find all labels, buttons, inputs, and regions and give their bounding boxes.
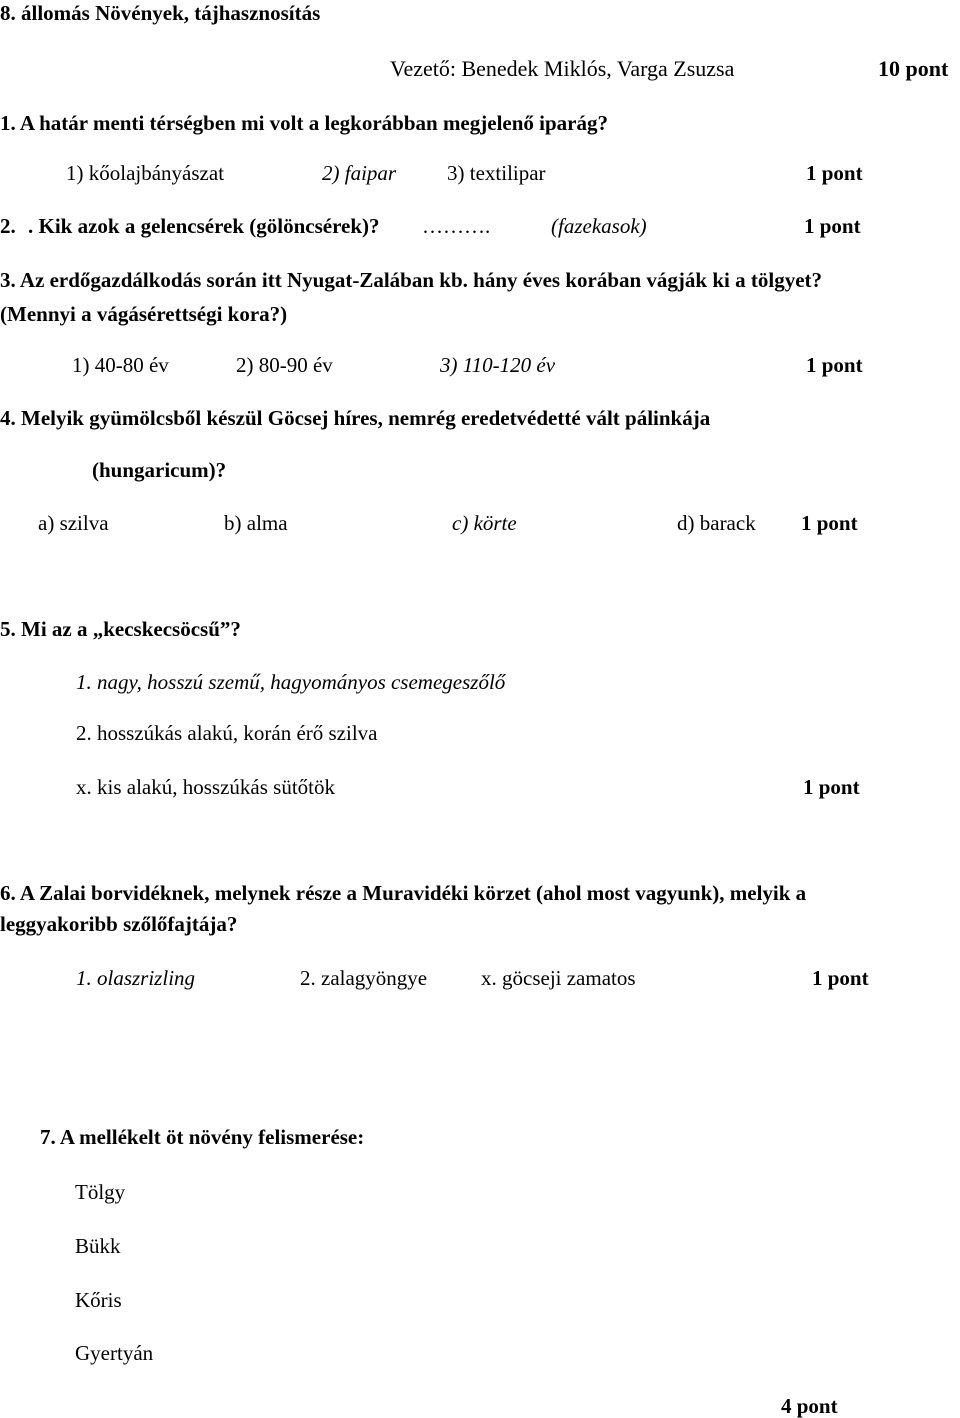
question-3-line-1: 3. Az erdőgazdálkodás során itt Nyugat-Zalában kb. hány éves korában vágják ki a tölgyet? <box>0 268 823 292</box>
q4-option-b: b) alma <box>224 511 288 535</box>
plant-item: Tölgy <box>75 1180 126 1204</box>
q1-option-1: 1) kőolajbányászat <box>66 161 225 185</box>
total-points: 10 pont <box>878 56 949 81</box>
q1-option-2: 2) faipar <box>322 161 397 185</box>
q7-points: 4 pont <box>781 1394 838 1418</box>
q6-option-2: 2. zalagyöngye <box>300 966 428 990</box>
q5-option-x: x. kis alakú, hosszúkás sütőtök <box>76 775 335 799</box>
q4-option-d: d) barack <box>677 511 756 535</box>
q3-option-1: 1) 40-80 év <box>72 353 169 377</box>
plant-item: Bükk <box>75 1234 121 1258</box>
question-6-line-1: 6. A Zalai borvidéknek, melynek része a Muravidéki körzet (ahol most vagyunk), melyik a <box>0 881 807 905</box>
q2-answer-dots: ………. <box>422 214 491 238</box>
question-6-line-2: leggyakoribb szőlőfajtája? <box>0 912 238 936</box>
question-5: 5. Mi az a „kecskecsöcsű”? <box>0 617 241 641</box>
q5-points: 1 pont <box>803 775 860 799</box>
q4-option-c: c) körte <box>452 511 517 535</box>
plant-item: Kőris <box>75 1288 122 1312</box>
question-7: 7. A mellékelt öt növény felismerése: <box>40 1125 365 1149</box>
q6-option-x: x. göcseji zamatos <box>481 966 636 990</box>
q3-option-2: 2) 80-90 év <box>236 353 333 377</box>
q6-points: 1 pont <box>812 966 869 990</box>
station-leaders: Vezető: Benedek Miklós, Varga Zsuzsa <box>390 56 735 81</box>
q5-option-2: 2. hosszúkás alakú, korán érő szilva <box>76 721 378 745</box>
question-2-number: 2. <box>0 214 16 238</box>
q2-answer: (fazekasok) <box>551 214 647 238</box>
q6-option-1: 1. olaszrizling <box>76 966 196 990</box>
plant-item: Gyertyán <box>75 1341 154 1365</box>
q2-points: 1 pont <box>804 214 861 238</box>
page-title: 8. állomás Növények, tájhasznosítás <box>0 1 321 25</box>
question-4-line-2: (hungaricum)? <box>92 458 227 482</box>
q3-option-3: 3) 110-120 év <box>440 353 556 377</box>
q4-points: 1 pont <box>801 511 858 535</box>
q3-points: 1 pont <box>806 353 863 377</box>
q5-option-1: 1. nagy, hosszú szemű, hagyományos csemegeszőlő <box>76 670 506 694</box>
q4-option-a: a) szilva <box>38 511 109 535</box>
question-2: . Kik azok a gelencsérek (gölöncsérek)? <box>28 214 380 238</box>
q1-option-3: 3) textilipar <box>447 161 546 185</box>
q1-points: 1 pont <box>806 161 863 185</box>
question-3-line-2: (Mennyi a vágásérettségi kora?) <box>0 302 288 326</box>
question-1: 1. A határ menti térségben mi volt a legkorábban megjelenő iparág? <box>0 111 608 135</box>
question-4-line-1: 4. Melyik gyümölcsből készül Göcsej híres, nemrég eredetvédetté vált pálinkája <box>0 406 711 430</box>
